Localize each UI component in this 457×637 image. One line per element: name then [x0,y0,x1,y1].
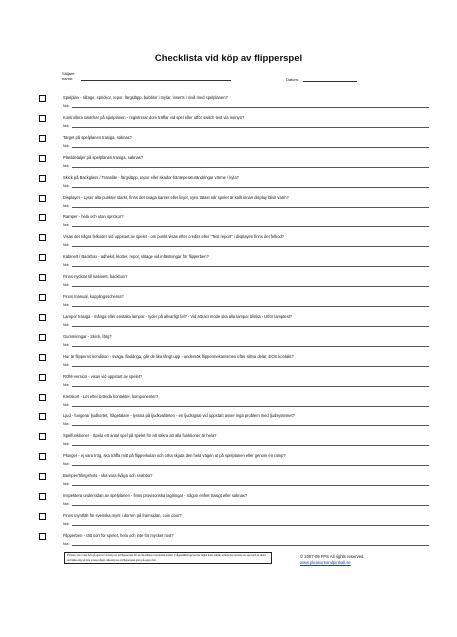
note-line[interactable] [72,147,429,148]
note-label: Not: [63,362,70,367]
checklist-question: Finns manual, kopplingsschema? [63,294,124,299]
checkbox[interactable] [39,354,46,361]
checkbox[interactable] [39,175,46,182]
note-line[interactable] [72,525,429,526]
checklist-question: Finns myntfält för svenska mynt i dörren på framsidan, coin door? [63,512,182,518]
copyright-text: © 2007-09 FPS All rights reserved. [300,554,365,559]
website-link[interactable]: www.pleasureandpinball.se [300,560,351,565]
note-line[interactable] [72,167,429,168]
checklist-item [0,473,457,492]
checklist-item [0,274,457,293]
checklist-item [0,135,457,154]
note-line[interactable] [72,485,429,486]
note-line[interactable] [72,505,429,506]
checklist-question: Flipperben - rätt sort för spelet, hela och inte för mycket rost? [63,532,174,538]
checkbox[interactable] [39,453,46,460]
checkbox[interactable] [39,195,46,202]
checklist-question: Target på spelplanen trasiga, saknas? [63,134,132,140]
checklist-question: Kabinett / Backbox - adhekit, klotter, repor, slitage vid infästningar för flipperben? [63,254,209,260]
checkbox[interactable] [39,493,46,500]
date-field [286,77,357,82]
note-label: Not: [63,342,70,347]
checklist-item [0,234,457,253]
note-line[interactable] [72,306,429,307]
checklist-item [0,413,457,432]
note-line[interactable] [72,406,429,407]
note-label: Not: [63,243,70,248]
note-label: Not: [63,402,70,407]
note-line[interactable] [72,187,429,188]
note-label: Not: [63,521,70,526]
checklist-question: Spelfunktioner - Spela ett antal spel på spelet för att säkra att alla funktioner är hela? [63,433,217,439]
seller-name-line[interactable] [81,80,231,81]
checklist-item [0,115,457,134]
checkbox[interactable] [39,234,46,241]
note-label: Not: [63,422,70,427]
checklist-item [0,214,457,233]
checklist-question: Ljud - fungerar ljudkortet, frågetalare - lyssna på ljudkvaliteten - en ljudsignal vid uppstart avser inga problem med ljudsystemet? [63,413,295,419]
checklist-item [0,513,457,532]
note-label: Not: [63,203,70,208]
note-label: Not: [63,482,70,487]
checkbox[interactable] [39,433,46,440]
checkbox[interactable] [39,334,46,341]
checklist-item [0,195,457,214]
checkbox[interactable] [39,214,46,221]
note-line[interactable] [72,246,429,247]
checklist-question: Displayer - Lyser alla punkter starkt, finns det svaga kanter eller linjer, syns tätast när spelet är kallt innan display blivit varm? [63,194,289,200]
checkbox[interactable] [39,294,46,301]
checklist-question: Skick på Backglass / Translite - färgsläpp, repor eller skador hänteperaturändringar värme / kyla? [63,174,239,180]
checklist-item [0,533,457,552]
note-label: Not: [63,541,70,546]
note-line[interactable] [72,207,429,208]
checklist-item [0,394,457,413]
checkbox[interactable] [39,533,46,540]
checklist-item [0,294,457,313]
checkbox[interactable] [39,254,46,261]
note-line[interactable] [72,266,429,267]
checklist-item [0,354,457,373]
checkbox[interactable] [39,473,46,480]
checkbox[interactable] [39,95,46,102]
checklist-question: Spelplan - slitage, sprickor, repor, färgsläpp, bubblor i mylar, inserts i nivå med spelplanen? [63,95,228,100]
checklist-question: Gummiringar - Skick, färg? [63,333,112,339]
note-line[interactable] [72,107,429,108]
checklist-question: Visas det några felkoder vid uppstart av spelet - om punkt visas efter credits eller "Test report" i displayen finns det felkod? [63,234,285,240]
note-line[interactable] [72,127,429,128]
note-line[interactable] [72,226,429,227]
note-label: Not: [63,442,70,447]
note-label: Not: [63,502,70,506]
checklist-item [0,314,457,333]
checklist-item [0,453,457,472]
checklist-item [0,175,457,194]
checkbox[interactable] [39,115,46,122]
checklist-item [0,374,457,393]
checkbox[interactable] [39,513,46,520]
checklist-item [0,493,457,512]
checklist-question: Plastdetaljer på spelplanen trasiga, saknas? [63,154,144,160]
note-line[interactable] [72,425,429,426]
date-label: Datum: [286,77,299,82]
checklist-item [0,95,457,114]
note-line[interactable] [72,346,429,347]
note-label: Not: [63,104,70,108]
seller-name-field [62,71,231,81]
note-label: Not: [63,263,70,268]
checklist-question: Kretskort - Let efter brända kontakter, komponenter? [63,393,159,399]
note-label: Not: [63,223,70,228]
note-label: Not: [63,303,70,307]
checkbox[interactable] [39,135,46,142]
checkbox[interactable] [39,394,46,401]
note-label: Not: [63,183,70,188]
note-label: Not: [63,123,70,128]
checklist-question: Inspektera undersidan av spelplanen - finns provisoriska lagningar - någon enhet trasigt eller saknas? [63,493,248,498]
note-label: Not: [63,143,70,148]
checklist-question: Lampor trasiga - många eller enstaka lampor - tyder på allvarligt fel? - Vid attract mode ska alla lampor blinka - Utför lamptest? [63,313,293,319]
checklist-question: Bumper/Slingshots - ska vara livliga och snabba? [63,473,153,479]
checkbox[interactable] [39,413,46,420]
note-label: Not: [63,322,70,327]
checklist-item [0,254,457,273]
note-line[interactable] [72,445,429,446]
checklist-question: Hur är flipperns kondition - svaga, fladdriga, går de lika långt upp - undersök flippermekanismen efter slitna delar, EOS kontakt? [63,353,294,359]
page-title: Checklista vid köp av flipperspel [154,53,303,64]
date-line[interactable] [303,81,357,82]
note-label: Not: [63,163,70,168]
note-line[interactable] [72,366,429,367]
checkbox[interactable] [39,314,46,321]
note-line[interactable] [72,286,429,287]
note-label: Not: [63,382,70,387]
seller-label: Säljare [62,71,75,76]
note-line[interactable] [72,465,429,466]
checklist-item [0,155,457,174]
checklist-question: ROM-version - visas vid uppstart av spelet? [63,373,143,379]
checklist-question: Finns nycklar till kabinett, backbox? [63,274,128,280]
note-line[interactable] [72,386,429,387]
checklist-item [0,334,457,353]
checkbox[interactable] [39,374,46,381]
checklist-question: Plunger - ej vara trög, ska träffa mitt på flipperkulan och orka skjuta den hela vägen ut på spelplanen eller genom en ramp? [63,453,286,459]
disclaimer-box: Punkter som man bör gå igenom vid köp av ett flipperspel för att identifiera eventuella brister. Frågeställningarna har tagits fram utifrån erfarenhet vid köp av spel och är tänkt att hjälpa dig att inte missa något. Alla köp av ett flipperspel görs på egen risk. [64,552,272,564]
checkbox[interactable] [39,274,46,281]
checklist-question: Kontrollera switchar på spelplanen - registrerar dom träffar vid spel eller utför switch test via menyn? [63,114,245,120]
checklist-item [0,433,457,452]
note-label: Not: [63,283,70,288]
note-label: Not: [63,462,70,467]
note-line[interactable] [72,326,429,327]
note-line[interactable] [72,545,429,546]
checklist-question: Ramper - hela och utan sprickor? [63,214,124,220]
checkbox[interactable] [39,155,46,162]
name-label: namn: [62,76,74,81]
